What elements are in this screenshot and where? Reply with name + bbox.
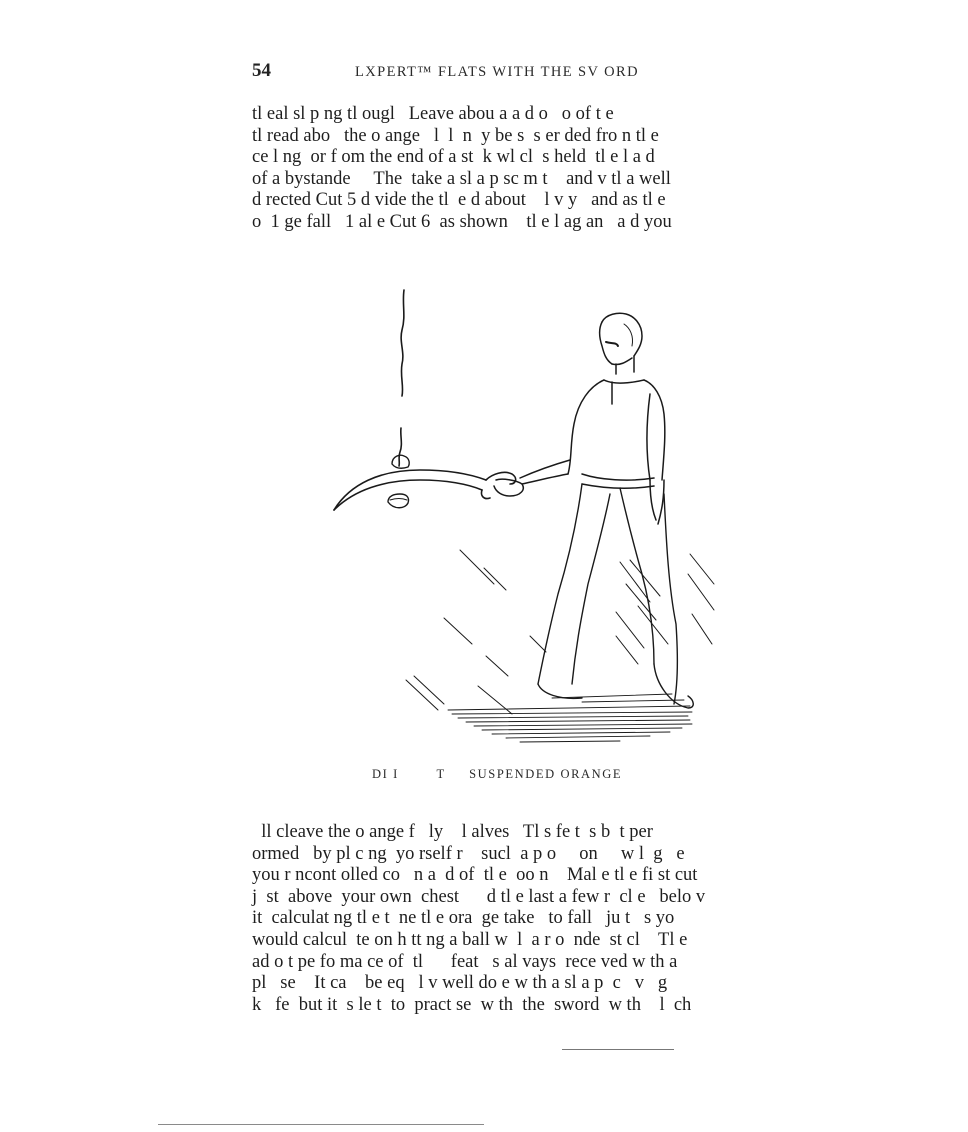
text-line: ormed by pl c ng yo rself r sucl a p o on w l g e (252, 843, 685, 864)
motion-lines (406, 550, 714, 714)
text-line: ad o t pe fo ma ce of tl feat s al vays rece ved w th a (252, 951, 678, 972)
page-bottom-rule (158, 1124, 484, 1125)
text-line: of a bystande The take a sl a p sc m t and v tl a well (252, 168, 671, 189)
text-line: o 1 ge fall 1 al e Cut 6 as shown tl e l ag an a d you (252, 211, 672, 232)
text-line: k fe but it s le t to pract se w th the sword w th l ch (252, 994, 692, 1015)
text-line: pl se It ca be eq l v well do e w th a sl a p c v g (252, 973, 668, 994)
text-line: tl read abo the o ange l l n y be s s er ded fro n tl e (252, 125, 659, 146)
orange-lower-half-icon (388, 494, 409, 508)
text-line: you r ncont olled co n a d of tl e oo n Mal e tl e fi st cut (252, 865, 698, 886)
text-line: ce l ng or f om the end of a st k wl cl s held tl e l a d (252, 147, 655, 168)
text-line: ll cleave the o ange f ly l alves Tl s fe t s b t per (252, 822, 653, 842)
sabre-icon (334, 470, 516, 510)
text-line: tl eal sl p ng tl ougl Leave abou a a d o o of t e (252, 104, 614, 124)
string-icon (399, 290, 404, 466)
illustration-sword-orange (320, 284, 720, 754)
figure-torso (520, 356, 665, 524)
text-line: would calcul te on h tt ng a ball w l a r o nde st cl Tl e (252, 929, 688, 950)
section-divider (562, 1049, 674, 1050)
text-line: it calculat ng tl e t ne tl e ora ge take to fall ju t s yo (252, 908, 675, 929)
page-number: 54 (252, 60, 271, 81)
running-head (252, 60, 812, 84)
figure-head (600, 313, 642, 364)
text-line: j st above your own chest d tl e last a few r cl e belo v (252, 886, 706, 907)
paragraph-top (252, 104, 780, 234)
orange-upper-half-icon (392, 455, 409, 468)
figure-legs (538, 484, 693, 708)
running-title: LXPERT™ FLATS WITH THE SV ORD (355, 64, 639, 80)
ground-hatching (448, 694, 692, 742)
text-line: d rected Cut 5 d vide the tl e d about l v y and as tl e (252, 190, 666, 211)
figure-caption: DI I T SUSPENDED ORANGE (372, 767, 623, 781)
paragraph-bottom (252, 822, 780, 1016)
